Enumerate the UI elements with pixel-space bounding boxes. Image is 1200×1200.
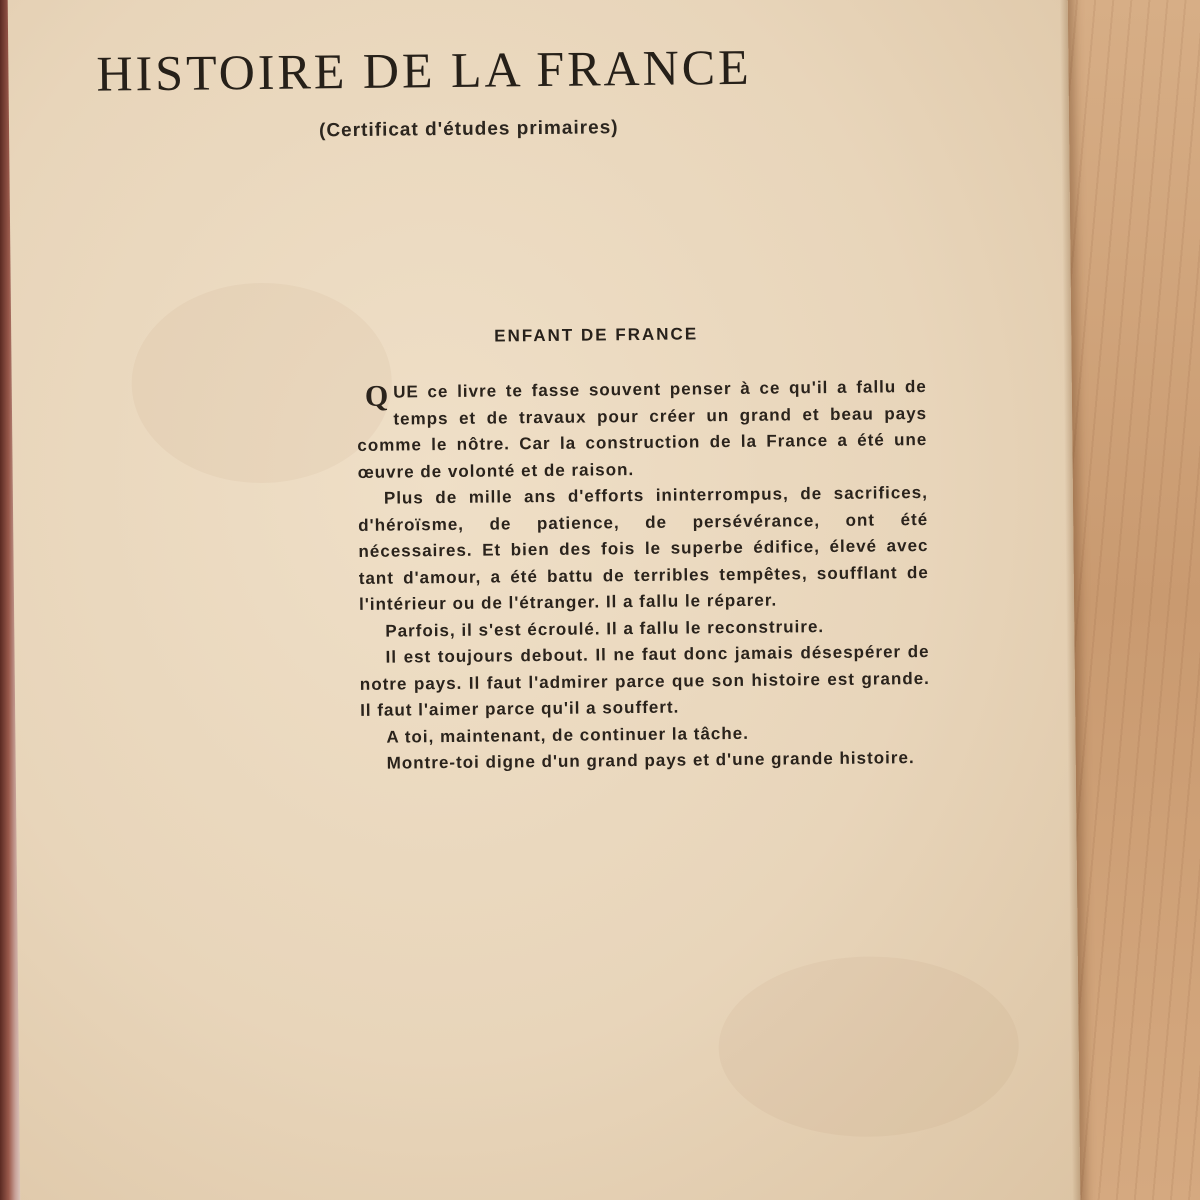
book-page — [8, 0, 1081, 1200]
book-subtitle: (Certificat d'études primaires) — [318, 117, 619, 142]
paragraph-3: Parfois, il s'est écroulé. Il a fallu le reconstruire. — [385, 616, 825, 641]
paper-stain — [718, 955, 1020, 1138]
book-title: HISTOIRE DE LA FRANCE — [96, 38, 752, 102]
paragraph-6: Montre-toi digne d'un grand pays et d'une grande histoire. — [386, 748, 915, 773]
body-text — [357, 374, 931, 777]
paper-stain — [131, 282, 393, 485]
paragraph-4: Il est toujours debout. Il ne faut donc jamais désespérer de notre pays. Il faut l'admirer parce que son histoire est grande. Il faut l'aimer parce qu'il a souffert. — [359, 641, 930, 720]
paragraph-2: Plus de mille ans d'efforts ininterrompus, de sacrifices, d'héroïsme, de patience, de persévérance, ont été nécessaires. Et bien des fois le superbe édifice, élevé avec tant d'amour, a été battu de terribles tempêtes, soufflant de l'intérieur ou de l'étranger. Il a fallu le réparer. — [358, 482, 929, 614]
paragraph-1-text: UE ce livre te fasse souvent penser à ce qu'il a fallu de temps et de travaux pour créer un grand et beau pays comme le nôtre. Car la construction de la France a été une œuvre de volonté et de raison. — [357, 376, 928, 482]
dropcap-letter: Q — [364, 379, 390, 413]
paragraph-1 — [357, 374, 928, 486]
section-heading: ENFANT DE FRANCE — [494, 324, 699, 346]
paragraph-5: A toi, maintenant, de continuer la tâche. — [386, 723, 749, 747]
